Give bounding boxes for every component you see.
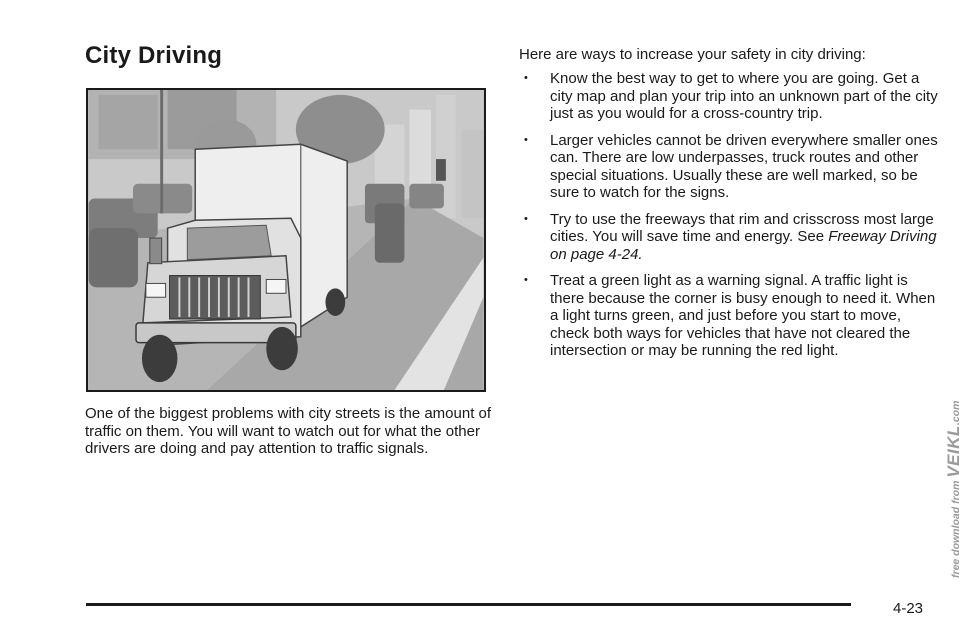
freeway-driving-cross-reference[interactable]: Freeway Driving on page 4-24. bbox=[550, 228, 937, 263]
bullet-icon: • bbox=[524, 212, 528, 225]
list-item bbox=[519, 132, 939, 202]
watermark-prefix: free download from bbox=[950, 477, 962, 578]
page-title: City Driving bbox=[85, 42, 223, 69]
tip-text: Try to use the freeways that rim and crisscross most large cities. You will save time and energy. See bbox=[550, 210, 934, 245]
tip-text: Treat a green light as a warning signal. A traffic light is there because the corner is busy enough to need it. When a light turns green, and just before you start to move, check both ways for vehicles that have not cleared the intersection or may be running the red light. bbox=[550, 272, 936, 359]
bullet-icon: • bbox=[524, 133, 528, 146]
page-number: 4-23 bbox=[893, 600, 924, 617]
safety-lead-in: Here are ways to increase your safety in city driving: bbox=[519, 46, 866, 63]
watermark bbox=[944, 401, 964, 578]
bullet-icon: • bbox=[524, 274, 528, 286]
footer-rule bbox=[86, 603, 851, 606]
watermark-suffix: .com bbox=[950, 400, 962, 426]
city-traffic-illustration bbox=[86, 88, 486, 392]
truck-in-traffic-drawing bbox=[88, 90, 484, 390]
list-item bbox=[519, 211, 939, 264]
intro-paragraph: One of the biggest problems with city streets is the amount of traffic on them. You will want to watch out for what the other drivers are doing and pay attention to traffic signals. bbox=[85, 405, 492, 457]
bullet-icon: • bbox=[524, 72, 528, 84]
watermark-brand: VEIKL bbox=[944, 425, 963, 478]
tip-text: Know the best way to get to where you are going. Get a city map and plan your trip into an unknown part of the city just as you would for a cross-country trip. bbox=[550, 70, 938, 122]
list-item bbox=[519, 272, 939, 360]
tip-text: Larger vehicles cannot be driven everywhere smaller ones can. There are low underpasses, truck routes and other special situations. Usually these are well marked, so be sure to watch for the signs. bbox=[550, 131, 938, 201]
list-item bbox=[519, 70, 939, 123]
safety-tips-list bbox=[519, 70, 939, 369]
